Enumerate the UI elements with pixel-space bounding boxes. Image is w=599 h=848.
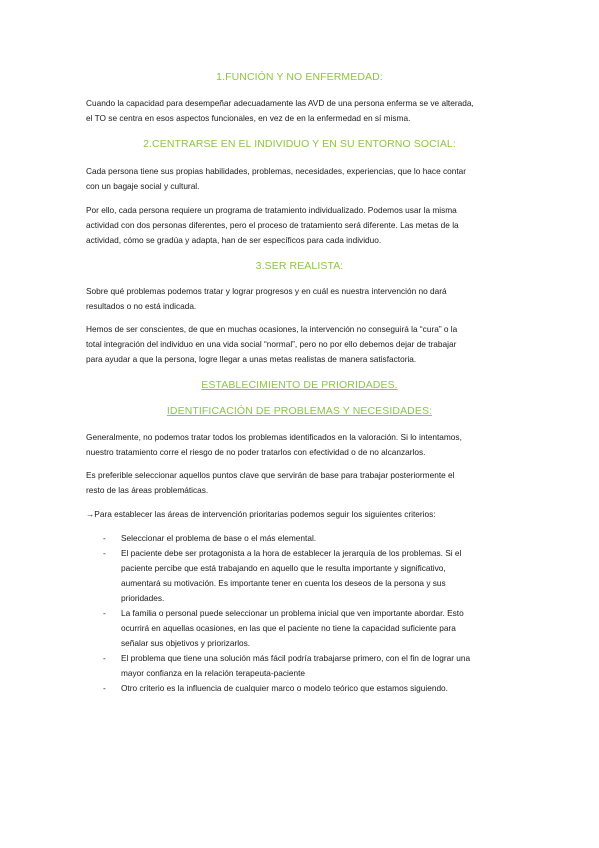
text-line: Sobre qué problemas podemos tratar y lograr progresos y en cuál es nuestra intervención no dará (86, 286, 447, 296)
section-title-prioridades: ESTABLECIMIENTO DE PRIORIDADES. (201, 379, 398, 391)
paragraph-individuo-1 (86, 164, 516, 194)
list-item (103, 651, 523, 681)
bullet-dash-icon: - (103, 683, 106, 693)
list-item (103, 531, 523, 546)
bullet-dash-icon: - (103, 548, 106, 558)
list-item-line: El problema que tiene una solución más fácil podría trabajarse primero, con el fin de lograr una (121, 653, 471, 663)
text-line: resultados o no está indicada. (86, 301, 197, 311)
list-item-line: Seleccionar el problema de base o el más elemental. (121, 533, 317, 543)
list-item-line: mayor confianza en la relación terapeuta-paciente (121, 668, 306, 678)
section-title-realista: 3.SER REALISTA: (255, 260, 344, 272)
list-item-line: aumentará su motivación. Es importante tener en cuenta los deseos de la persona y sus (121, 578, 446, 588)
text-line: total integración del individuo en una vida social “normal”, pero no por ello debemos dejar de trabajar (86, 339, 457, 349)
paragraph-funcion (86, 96, 516, 126)
text-line: con un bagaje social y cultural. (86, 181, 200, 191)
text-line: nuestro tratamiento corre el riesgo de no poder tratarlos con efectividad o de no alcanzarlos. (86, 447, 426, 457)
text-line: Por ello, cada persona requiere un programa de tratamiento individualizado. Podemos usar la misma (86, 205, 457, 215)
section-title-problemas: IDENTIFICACIÓN DE PROBLEMAS Y NECESIDADES: (166, 405, 433, 417)
list-item-line: paciente percibe que está trabajando en aquello que le resulta importante y significativo, (121, 563, 446, 573)
list-item-line: La familia o personal puede seleccionar un problema inicial que ven importante abordar. Esto (121, 608, 464, 618)
text-line: actividad, cómo se gradúa y adapta, han de ser específicos para cada individuo. (86, 235, 382, 245)
text-line: Hemos de ser conscientes, de que en muchas ocasiones, la intervención no conseguirá la “cura” o la (86, 324, 458, 334)
criteria-list (103, 531, 523, 696)
list-item-line: ocurrirá en aquellas ocasiones, en las que el paciente no tiene la capacidad suficiente para (121, 623, 456, 633)
section-title-funcion: 1.FUNCIÓN Y NO ENFERMEDAD: (216, 71, 383, 83)
list-item (103, 606, 523, 651)
list-item-line: señalar sus objetivos y priorizarlos. (121, 638, 251, 648)
bullet-dash-icon: - (103, 533, 106, 543)
text-line: →Para establecer las áreas de intervención prioritarias podemos seguir los siguientes criterios: (86, 509, 436, 519)
text-line: Cada persona tiene sus propias habilidades, problemas, necesidades, experiencias, que lo hace contar (86, 166, 467, 176)
section-title-individuo: 2.CENTRARSE EN EL INDIVIDUO Y EN SU ENTORNO SOCIAL: (143, 138, 456, 150)
list-item-line: prioridades. (121, 593, 165, 603)
bullet-dash-icon: - (103, 608, 106, 618)
text-line: Generalmente, no podemos tratar todos los problemas identificados en la valoración. Si lo intentamos, (86, 432, 462, 442)
list-item-line: Otro criterio es la influencia de cualquier marco o modelo teórico que estamos siguiendo. (121, 683, 448, 693)
paragraph-individuo-2 (86, 203, 516, 248)
paragraph-realista-1 (86, 284, 516, 314)
bullet-dash-icon: - (103, 653, 106, 663)
text-line: para ayudar a que la persona, logre llegar a unas metas realistas de manera satisfactoria. (86, 354, 417, 364)
list-item (103, 546, 523, 606)
text-line: actividad con dos personas diferentes, pero el proceso de tratamiento será diferente. Las metas de la (86, 220, 459, 230)
text-line: resto de las áreas problemáticas. (86, 485, 209, 495)
list-item-line: El paciente debe ser protagonista a la hora de establecer la jerarquía de los problemas. Si el (121, 548, 462, 558)
text-line: el TO se centra en esos aspectos funcionales, en vez de en la enfermedad en sí misma. (86, 113, 411, 123)
paragraph-problemas-1 (86, 430, 516, 460)
paragraph-realista-2 (86, 322, 516, 367)
paragraph-criterios-intro (86, 507, 516, 522)
text-line: Cuando la capacidad para desempeñar adecuadamente las AVD de una persona enferma se ve alterada, (86, 98, 474, 108)
text-line: Es preferible seleccionar aquellos puntos clave que servirán de base para trabajar posteriormente el (86, 470, 455, 480)
list-item (103, 681, 523, 696)
paragraph-problemas-2 (86, 468, 516, 498)
